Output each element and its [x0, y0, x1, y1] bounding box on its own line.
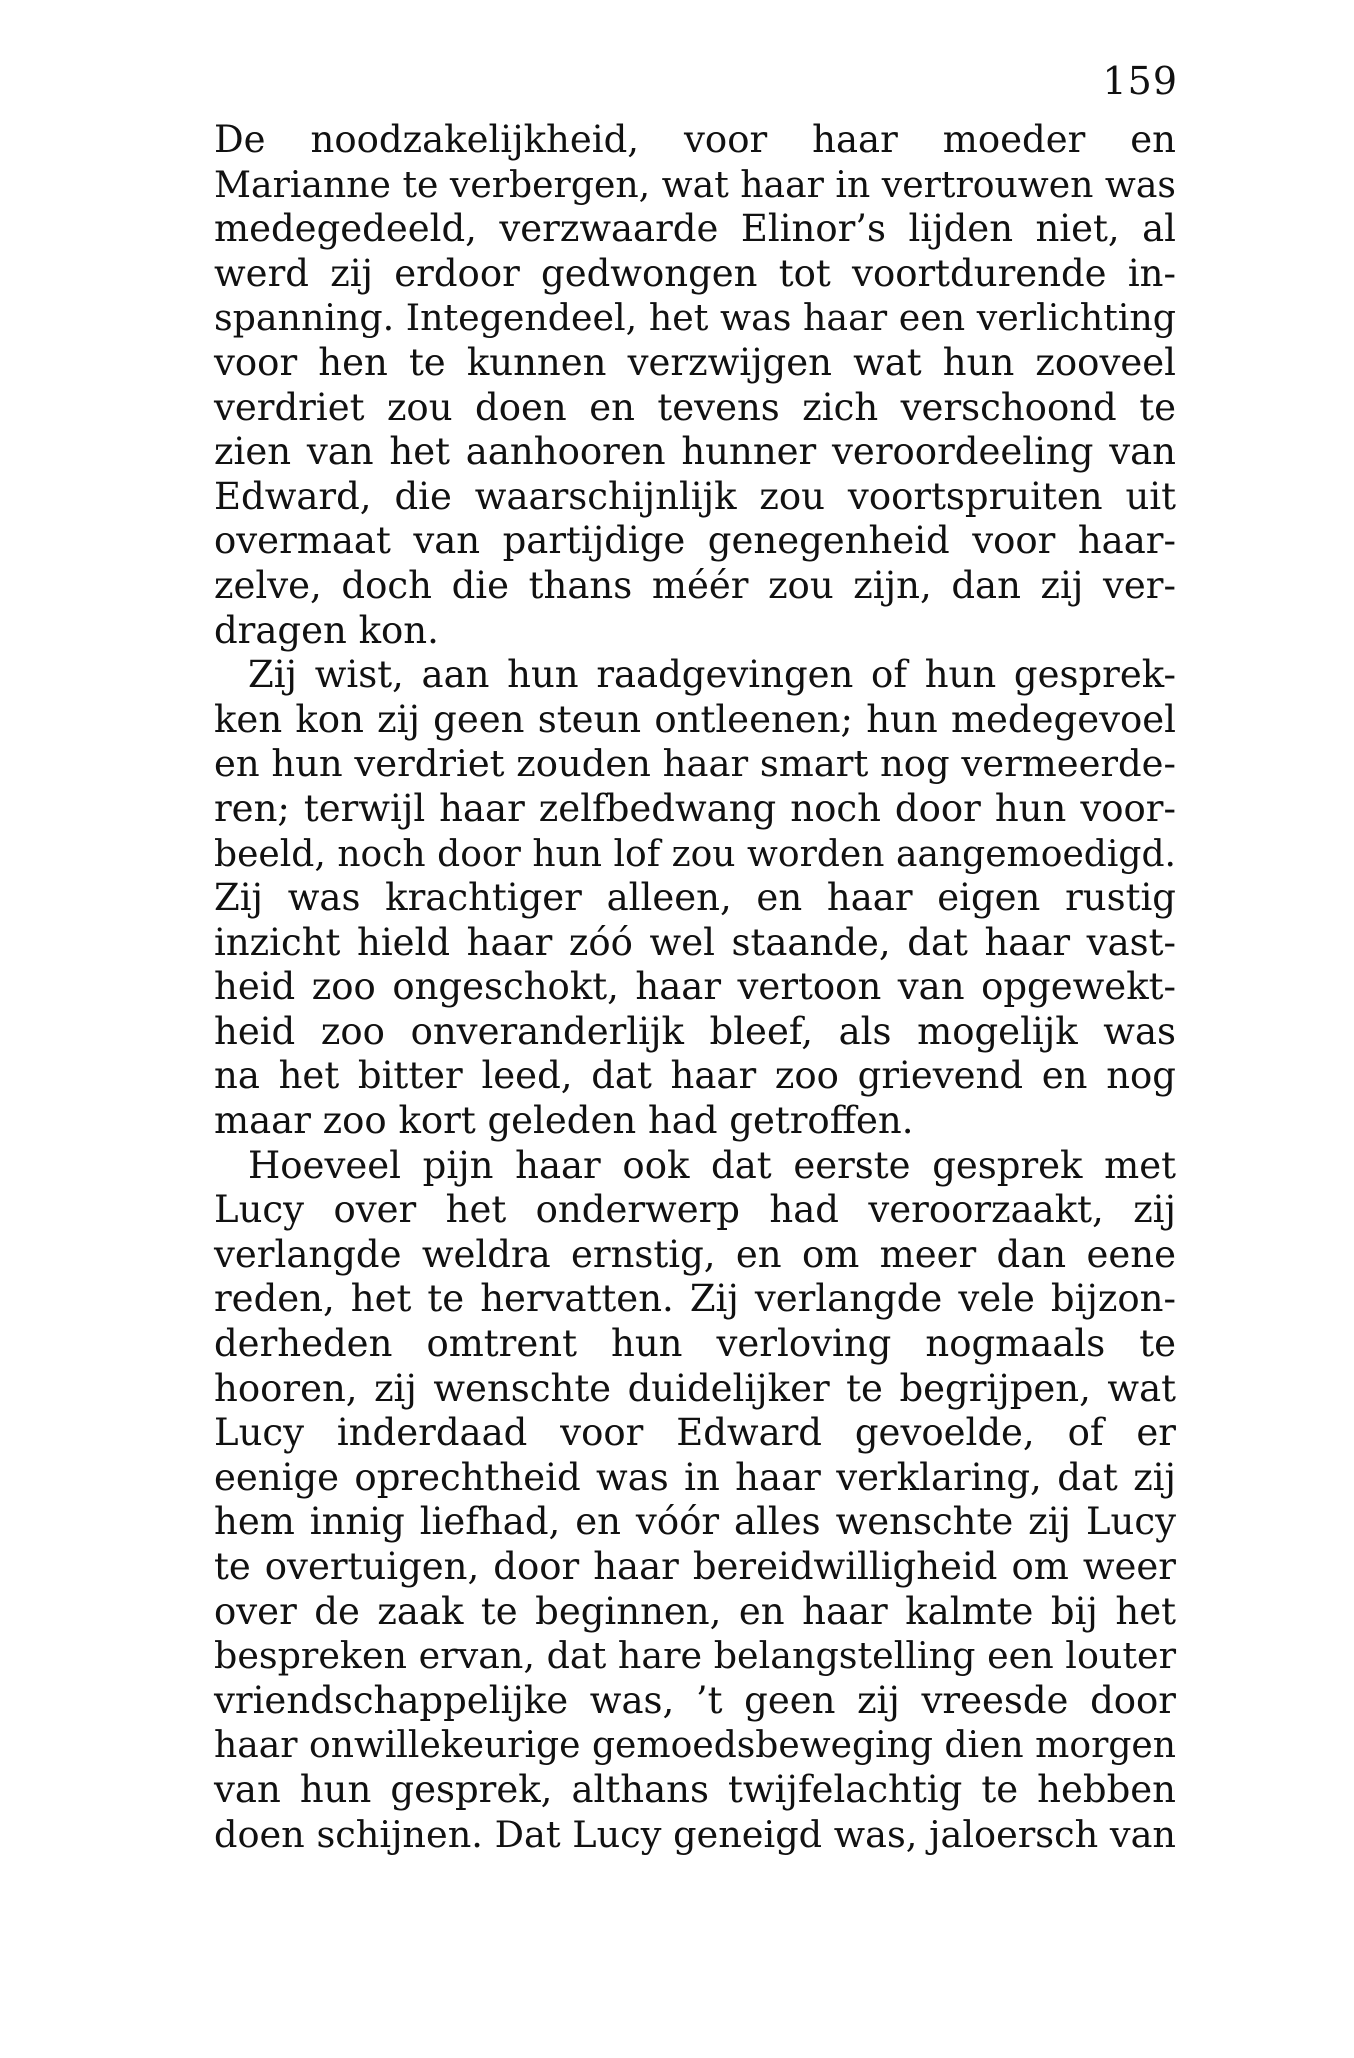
text-line: Lucy inderdaad voor Edward gevoelde, of er	[214, 1411, 1176, 1455]
text-line: van hun gesprek, althans twijfelachtig te hebben	[214, 1767, 1176, 1811]
text-line: haar onwillekeurige gemoedsbeweging dien morgen	[214, 1724, 1176, 1767]
text-line: reden, het te hervatten. Zij verlangde vele bijzon-	[214, 1277, 1176, 1321]
text-line: beeld, noch door hun lof zou worden aangemoedigd.	[214, 832, 1176, 875]
text-line: dragen kon.	[214, 608, 439, 652]
text-line: eenige oprechtheid was in haar verklaring, dat zij	[214, 1455, 1176, 1499]
text-line: Zij wist, aan hun raadgevingen of hun gesprek-	[248, 653, 1176, 697]
text-line: over de zaak te beginnen, en haar kalmte bij het	[214, 1589, 1176, 1633]
text-line: voor hen te kunnen verzwijgen wat hun zooveel	[214, 340, 1176, 384]
text-line: zien van het aanhooren hunner veroordeeling van	[214, 430, 1176, 474]
text-line: te overtuigen, door haar bereidwilligheid om weer	[214, 1545, 1176, 1588]
text-line: Zij was krachtiger alleen, en haar eigen rustig	[214, 876, 1176, 920]
text-line: werd zij erdoor gedwongen tot voortdurende in-	[214, 251, 1176, 295]
text-line: Edward, die waarschijnlijk zou voortspruiten uit	[214, 474, 1176, 518]
text-line: Hoeveel pijn haar ook dat eerste gesprek met	[248, 1143, 1176, 1187]
page-number: 159	[1102, 59, 1178, 103]
text-line: medegedeeld, verzwaarde Elinor’s lijden niet, al	[214, 207, 1176, 251]
text-line: heid zoo onveranderlijk bleef, als mogelijk was	[214, 1009, 1176, 1053]
text-line: doen schijnen. Dat Lucy geneigd was, jaloersch van	[214, 1812, 1176, 1856]
body-text	[214, 118, 1176, 1857]
text-line: spanning. Integendeel, het was haar een verlichting	[214, 296, 1176, 340]
text-line: heid zoo ongeschokt, haar vertoon van opgewekt-	[214, 965, 1176, 1009]
text-line: hem innig liefhad, en vóór alles wenschte zij Lucy	[214, 1500, 1176, 1544]
text-line: verdriet zou doen en tevens zich verschoond te	[214, 385, 1176, 429]
text-line: vriendschappelijke was, ’t geen zij vreesde door	[214, 1678, 1176, 1722]
text-line: bespreken ervan, dat hare belangstelling een louter	[214, 1634, 1176, 1678]
text-line: hooren, zij wenschte duidelijker te begrijpen, wat	[214, 1366, 1176, 1410]
text-line: Marianne te verbergen, wat haar in vertrouwen was	[214, 162, 1176, 206]
text-line: verlangde weldra ernstig, en om meer dan eene	[214, 1232, 1176, 1276]
text-line: en hun verdriet zouden haar smart nog vermeerde-	[214, 742, 1176, 786]
text-line: derheden omtrent hun verloving nogmaals te	[214, 1322, 1176, 1366]
text-line: na het bitter leed, dat haar zoo grievend en nog	[214, 1054, 1176, 1098]
text-line: ren; terwijl haar zelfbedwang noch door hun voor-	[214, 786, 1176, 830]
text-line: ken kon zij geen steun ontleenen; hun medegevoel	[214, 697, 1176, 741]
text-line: Lucy over het onderwerp had veroorzaakt, zij	[214, 1188, 1176, 1232]
text-line: De noodzakelijkheid, voor haar moeder en	[214, 118, 1176, 161]
text-line: zelve, doch die thans méér zou zijn, dan zij ver-	[214, 563, 1176, 607]
text-line: maar zoo kort geleden had getroffen.	[214, 1099, 914, 1143]
text-line: overmaat van partijdige genegenheid voor haar-	[214, 519, 1176, 563]
text-line: inzicht hield haar zóó wel staande, dat haar vast-	[214, 920, 1176, 964]
